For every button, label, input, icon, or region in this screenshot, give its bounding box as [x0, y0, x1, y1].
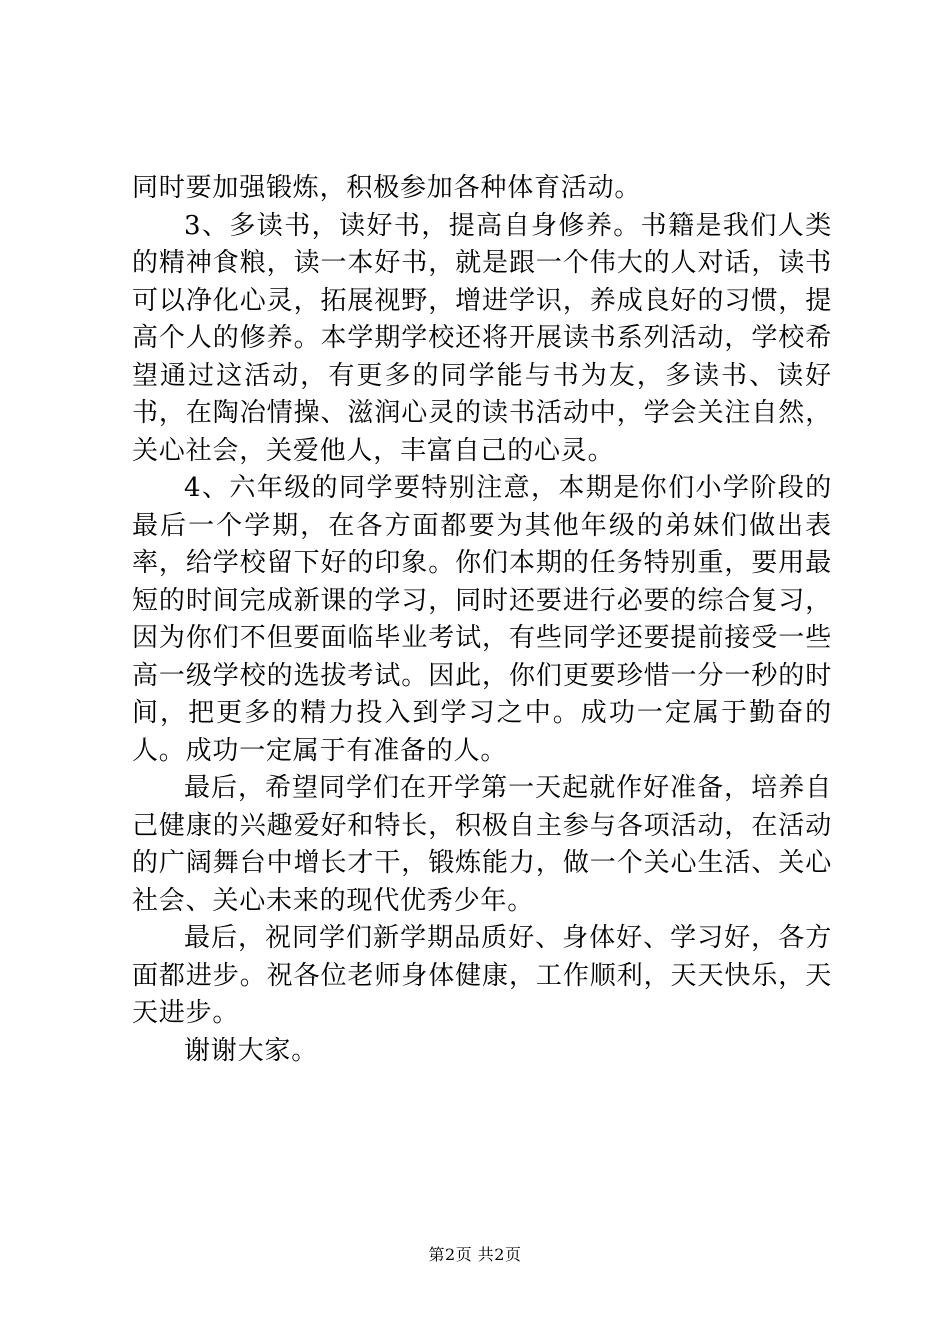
paragraph-continuation: 同时要加强锻炼，积极参加各种体育活动。 — [132, 173, 642, 203]
paragraph-closing-hope: 最后，希望同学们在开学第一天起就作好准备，培养自己健康的兴趣爱好和特长，积极自主参与各项活动，在活动的广阔舞台中增长才干，锻炼能力，做一个关心生活、关心社会、关心未来的现代优秀少年。 — [132, 773, 832, 916]
document-body — [132, 170, 832, 1070]
paragraph-thanks: 谢谢大家。 — [184, 1035, 319, 1066]
paragraph-sixth-grade: 4、六年级的同学要特别注意，本期是你们小学阶段的最后一个学期，在各方面都要为其他年级的弟妹们做出表率，给学校留下好的印象。你们本期的任务特别重，要用最短的时间完成新课的学习，同时还要进行必要的综合复习，因为你们不但要面临毕业考试，有些同学还要提前接受一些高一级学校的选拔考试。因此，你们更要珍惜一分一秒的时间，把更多的精力投入到学习之中。成功一定属于勤奋的人。成功一定属于有准备的人。 — [132, 473, 832, 766]
paragraph-closing-wishes: 最后，祝同学们新学期品质好、身体好、学习好，各方面都进步。祝各位老师身体健康，工作顺利，天天快乐，天天进步。 — [132, 923, 832, 1028]
page-number-footer: 第2页 共2页 — [428, 1245, 522, 1264]
paragraph-reading: 3、多读书，读好书，提高自身修养。书籍是我们人类的精神食粮，读一本好书，就是跟一个伟大的人对话，读书可以净化心灵，拓展视野，增进学识，养成良好的习惯，提高个人的修养。本学期学校还将开展读书系列活动，学校希望通过这活动，有更多的同学能与书为友，多读书、读好书，在陶冶情操、滋润心灵的读书活动中，学会关注自然，关心社会，关爱他人，丰富自己的心灵。 — [132, 210, 832, 466]
